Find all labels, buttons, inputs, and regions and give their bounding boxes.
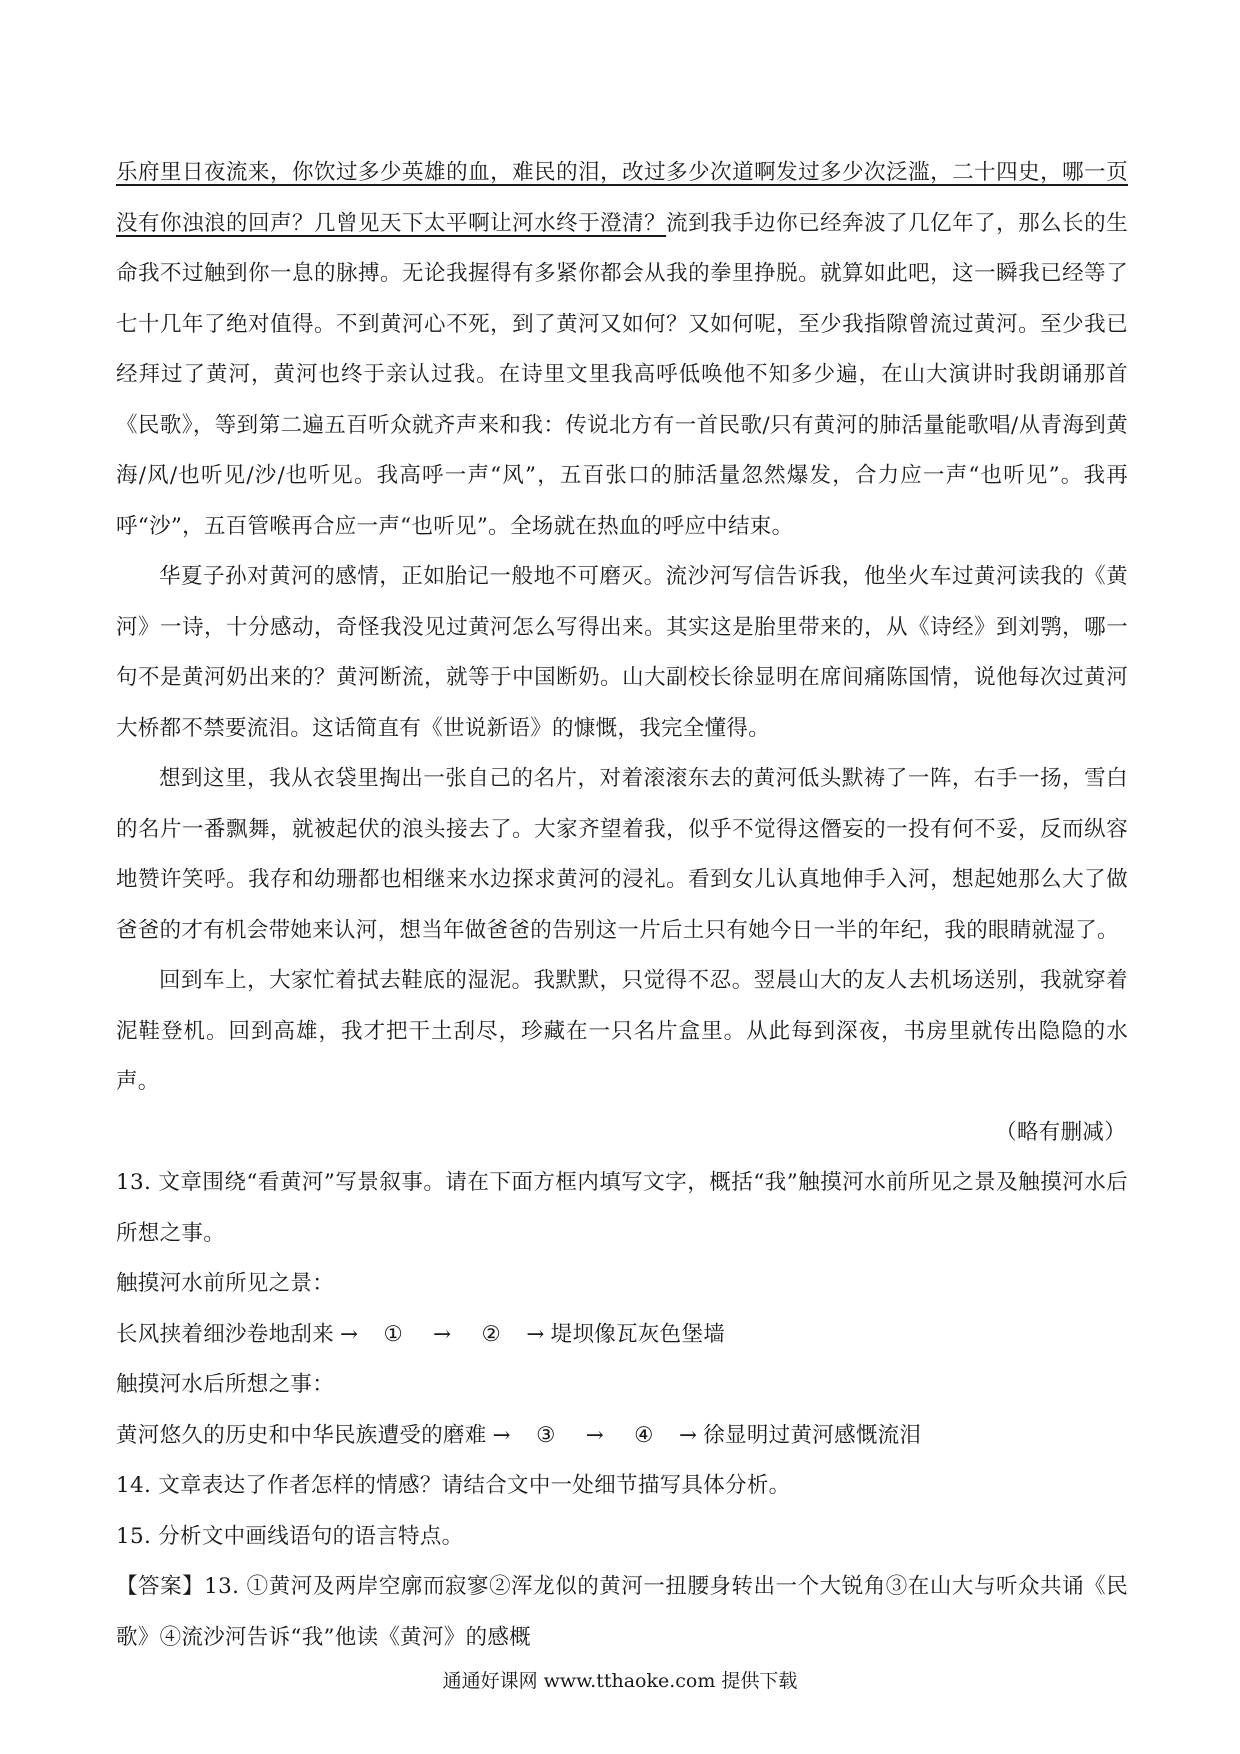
arrow-icon: → — [492, 1422, 511, 1448]
question-13: 13. 文章围绕“看黄河”写景叙事。请在下面方框内填写文字，概括“我”触摸河水前所见之景及触摸河水后所想之事。 — [116, 1170, 1128, 1246]
sequence-end: 徐显明过黄河感慨流泪 — [703, 1422, 922, 1448]
arrow-icon: → — [526, 1321, 545, 1347]
arrow-icon: → — [585, 1422, 605, 1448]
after-touch-label: 触摸河水后所想之事： — [116, 1372, 335, 1397]
sequence-start: 黄河悠久的历史和中华民族遭受的磨难 — [116, 1422, 487, 1448]
paragraph-text: 流到我手边你已经奔波了几亿年了，那么长的生命我不过触到你一息的脉搏。无论我握得有多紧你都会从我的拳里挣脱。就算如此吧，这一瞬我已经等了七十几年了绝对值得。不到黄河心不死，到了黄河又如何？又如何呢，至少我指隙曾流过黄河。至少我已经拜过了黄河，黄河也终于亲认过我。在诗里文里我高呼低唤他不知多少遍，在山大演讲时我朗诵那首《民歌》，等到第二遍五百听众就齐声来和我：传说北方有一首民歌/只有黄河的肺活量能歌唱/从青海到黄海/风/也听见/沙/也听见。我高呼一声“风”，五百张口的肺活量忽然爆发，合力应一声“也听见”。我再呼“沙”，五百管喉再合应一声“也听见”。全场就在热血的呼应中结束。 — [116, 210, 1128, 539]
passage-paragraph-2: 华夏子孙对黄河的感情，正如胎记一般地不可磨灭。流沙河写信告诉我，他坐火车过黄河读我的《黄河》一诗，十分感动，奇怪我没见过黄河怎么写得出来。其实这是胎里带来的，从《诗经》到刘鹗，哪一句不是黄河奶出来的？黄河断流，就等于中国断奶。山大副校长徐显明在席间痛陈国情，说他每次过黄河大桥都不禁要流泪。这话简直有《世说新语》的慷慨，我完全懂得。 — [116, 564, 1128, 741]
blank-4: ④ — [634, 1422, 654, 1448]
after-touch-sequence — [116, 1411, 1128, 1462]
question-14: 14. 文章表达了作者怎样的情感？请结合文中一处细节描写具体分析。 — [116, 1473, 791, 1498]
blank-2: ② — [481, 1321, 502, 1347]
passage-paragraph-1 — [116, 148, 1128, 552]
arrow-icon: → — [433, 1321, 452, 1347]
sequence-end: 堤坝像瓦灰色堡墙 — [550, 1321, 726, 1347]
before-touch-sequence — [116, 1310, 1128, 1361]
blank-3: ③ — [536, 1422, 556, 1448]
question-15: 15. 分析文中画线语句的语言特点。 — [116, 1523, 464, 1549]
arrow-icon: → — [340, 1321, 359, 1347]
passage-paragraph-4: 回到车上，大家忙着拭去鞋底的湿泥。我默默，只觉得不忍。翌晨山大的友人去机场送别，我就穿着泥鞋登机。回到高雄，我才把干土刮尽，珍藏在一只名片盒里。从此每到深夜，书房里就传出隐隐的水声。 — [116, 968, 1128, 1094]
passage-paragraph-3: 想到这里，我从衣袋里掏出一张自己的名片，对着滚滚东去的黄河低头默祷了一阵，右手一扬，雪白的名片一番飘舞，就被起伏的浪头接去了。大家齐望着我，似乎不觉得这僭妄的一投有何不妥，反而纵容地赞许笑呼。我存和幼珊都也相继来水边探求黄河的浸礼。看到女儿认真地伸手入河，想起她那么大了做爸爸的才有机会带她来认河，想当年做爸爸的告别这一片后土只有她今日一半的年纪，我的眼睛就湿了。 — [116, 766, 1128, 943]
before-touch-label: 触摸河水前所见之景： — [116, 1271, 335, 1296]
answer-text: 13. ①黄河及两岸空廓而寂寥②浑龙似的黄河一扭腰身转出一个大锐角③在山大与听众共诵《民歌》④流沙河告诉“我”他读《黄河》的感概 — [116, 1574, 1129, 1650]
footer-watermark: 通通好课网 www.tthaoke.com 提供下载 — [442, 1670, 798, 1692]
underlined-sentence: 乐府里日夜流来，你饮过多少英雄的血，难民的泪，改过多少次道啊发过多少次泛滥，二十四史，哪一页没有你浊浪的回声？几曾见天下太平啊让河水终于澄清？ — [116, 160, 1128, 236]
answer-label: 【答案】 — [116, 1574, 205, 1599]
document-body — [116, 148, 1128, 1663]
abridged-note: （略有删减） — [995, 1119, 1126, 1145]
arrow-icon: → — [678, 1422, 698, 1448]
answer-block — [116, 1562, 1128, 1663]
sequence-start: 长风挟着细沙卷地刮来 — [116, 1321, 335, 1347]
blank-1: ① — [383, 1321, 404, 1347]
